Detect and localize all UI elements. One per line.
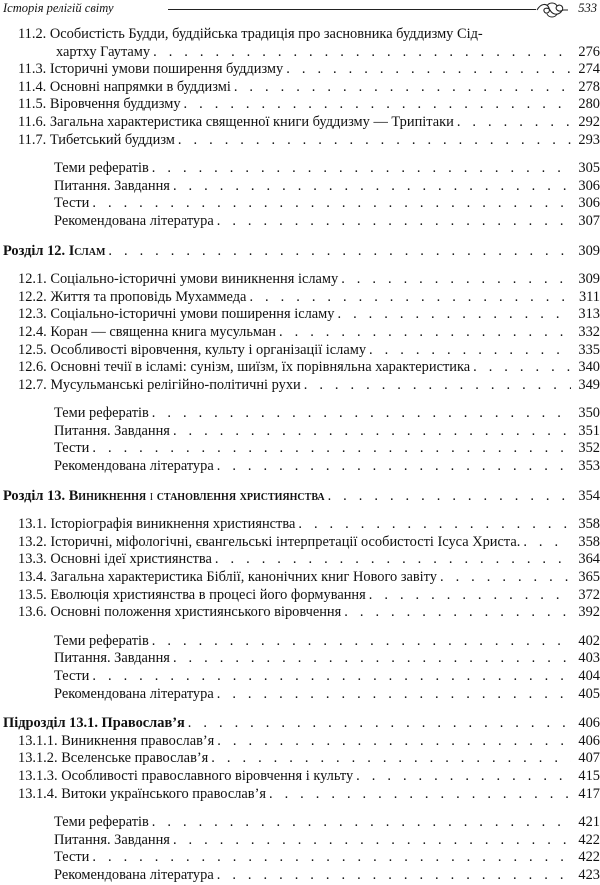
chapter-name-part3: становлення християнства [156,487,325,504]
toc-entry-title [18,79,231,97]
toc-entry-title [18,96,181,114]
toc-entry-text: Питання. Завдання [54,422,170,439]
running-title: Історія релігій світу [3,1,114,15]
toc-entry-text: Вселенське православ’я [61,750,209,767]
toc-entry [0,96,600,114]
toc-entry-text: Теми рефератів [54,814,149,831]
toc-entry-title [18,534,520,552]
leader-dots [188,715,571,733]
toc-page: 274 [578,61,600,78]
toc-entry-title [54,849,89,867]
leader-dots [217,458,571,476]
toc-entry-title [18,289,246,307]
toc-entry-text: Теми рефератів [54,160,149,177]
toc-entry [0,867,600,885]
toc-entry-title [18,786,266,804]
toc-entry-text: Питання. Завдання [54,650,170,667]
toc-entry-title [54,633,149,651]
leader-dots [211,750,571,768]
toc-entry-text: Рекомендована література [54,458,214,475]
toc-page: 353 [578,458,600,475]
toc-entry [0,377,600,395]
toc-entry-number: 13.1.3. [18,767,58,784]
subchapter-label: Підрозділ 13.1. Православ’я [3,715,185,732]
leader-dots [173,832,571,850]
toc-entry-text: Основні ідеї християнства [50,551,212,568]
toc-entry [0,213,600,231]
toc-page: 354 [578,487,600,504]
leader-dots [215,551,571,569]
toc-page: 404 [578,668,600,684]
toc-entry-number: 12.7. [18,376,47,393]
toc-page: 406 [578,732,600,749]
toc-entry-title [54,423,170,441]
toc-entry [0,458,600,476]
toc-entry [0,79,600,97]
subchapter-heading [0,715,600,733]
toc-entry [0,306,600,324]
toc-entry-title [54,405,149,423]
leader-dots [286,61,571,79]
toc-entry-number: 11.6. [18,113,47,130]
chapter-label: Розділ 13. [3,487,66,504]
toc-entry-text: Теми рефератів [54,405,149,422]
toc-page: 415 [578,767,600,784]
toc-entry-number: 12.1. [18,271,47,288]
leader-dots [152,160,571,178]
chapter-name-part1: Виникнення [68,487,147,504]
chapter-name-part2: і [149,487,154,504]
toc-entry [0,587,600,605]
toc-entry-title [54,160,149,178]
toc-entry-number: 13.2. [18,533,47,550]
leader-dots [92,849,571,867]
toc-entry [0,768,600,786]
toc-entry [0,405,600,423]
leader-dots [217,213,571,231]
toc-entry [0,342,600,360]
chapter-name: Іслам [68,242,106,259]
toc-entry-text: Коран — священна книга мусульман [50,323,276,340]
toc-entry-number: 12.6. [18,359,47,376]
toc-entry-wrapped [0,26,600,61]
toc-entry-title [18,750,208,768]
toc-entry-title [18,587,366,605]
table-of-contents [0,26,600,885]
toc-entry-text: Особливості віровчення, культу і організації ісламу [50,341,367,358]
toc-entry [0,289,600,307]
toc-page: 417 [578,785,600,802]
leader-dots [92,195,571,213]
toc-entry-number: 12.4. [18,323,47,340]
leader-dots [304,377,571,395]
toc-entry [0,733,600,751]
toc-entry-text: Тести [54,849,90,866]
toc-entry-title [18,768,353,786]
leader-dots [234,79,571,97]
toc-entry-text: Тести [54,440,90,457]
toc-entry [0,61,600,79]
toc-entry-title [18,324,276,342]
toc-entry [0,534,600,552]
leader-dots [356,768,571,786]
toc-page: 422 [578,831,600,848]
toc-page: 402 [578,632,600,649]
toc-entry [0,114,600,132]
toc-entry-number: 13.1.2. [18,750,58,767]
toc-page: 423 [578,866,600,883]
toc-entry-text: Історичні умови поширення буддизму [49,61,284,78]
leader-dots [152,633,571,651]
leader-dots [173,178,571,196]
toc-entry-title [54,832,170,850]
toc-entry-number: 13.1.4. [18,785,58,802]
toc-entry [0,271,600,289]
leader-dots [217,733,571,751]
toc-entry-number: 11.5. [18,96,47,113]
toc-page: 293 [578,131,600,148]
toc-page: 335 [578,341,600,358]
leader-dots [369,342,571,360]
toc-entry-title [54,650,170,668]
toc-page: 305 [578,160,600,177]
toc-entry-text: Теми рефератів [54,632,149,649]
toc-page: 313 [578,306,600,323]
leader-dots [173,423,571,441]
leader-dots [108,243,571,261]
toc-entry [0,132,600,150]
toc-entry [0,849,600,867]
toc-page: 278 [578,78,600,95]
toc-page: 364 [578,551,600,568]
toc-page: 350 [578,405,600,422]
toc-entry-text: Мусульманські релігійно-політичні рухи [50,376,301,393]
toc-entry-title [18,342,366,360]
toc-entry-text: Рекомендована література [54,212,214,229]
toc-entry-title [54,867,214,885]
toc-page: 351 [578,422,600,439]
leader-dots [279,324,571,342]
leader-dots [249,289,571,307]
toc-page: 407 [578,750,600,767]
toc-page: 309 [578,242,600,259]
leader-dots [217,867,571,885]
toc-entry-text: Витоки українського православ’я [61,785,266,802]
toc-entry-title [18,733,214,751]
leader-dots [178,132,571,150]
toc-entry [0,686,600,704]
toc-entry-text: Рекомендована література [54,866,214,883]
toc-page: 392 [578,604,600,621]
toc-entry-number: 13.3. [18,551,47,568]
toc-page: 422 [578,849,600,866]
toc-entry-title [18,604,341,622]
leader-dots [341,271,571,289]
leader-dots [328,488,571,506]
toc-entry-title [18,114,454,132]
header-rule [168,9,536,10]
toc-entry-title [18,61,283,79]
leader-dots [369,587,571,605]
toc-entry-number: 13.4. [18,569,47,586]
toc-entry-title [18,551,212,569]
toc-entry-number: 13.5. [18,586,47,603]
toc-entry-text: Загальна характеристика священної книги буддизму — Трипітаки [49,113,454,130]
toc-entry-text: Тести [54,195,90,212]
toc-page: 306 [578,177,600,194]
toc-entry-title [18,569,437,587]
leader-dots [337,306,571,324]
leader-dots [184,96,571,114]
toc-entry-text: Основні напрямки в буддизмі [49,78,231,95]
toc-entry-text: Віровчення буддизму [49,96,181,113]
toc-entry-text: Виникнення православ’я [61,732,215,749]
toc-page: 307 [578,212,600,229]
toc-entry [0,569,600,587]
toc-entry-title [54,814,149,832]
leader-dots [298,516,571,534]
toc-entry-text: Тести [54,668,90,684]
toc-entry-text: Історичні, міфологічні, євангельські інтерпретації особистості Ісуса Христа. [50,533,521,550]
toc-entry-title [18,516,295,534]
toc-page: 406 [578,715,600,732]
toc-page: 405 [578,685,600,702]
toc-page: 372 [578,586,600,603]
leader-dots [153,44,571,62]
toc-entry [0,195,600,213]
toc-page: 276 [578,43,600,60]
toc-entry-title [54,178,170,196]
chapter-12-heading [0,243,600,261]
leader-dots [92,440,571,458]
toc-entry [0,440,600,458]
chapter-13-heading [0,488,600,506]
toc-entry-title [18,271,338,289]
toc-entry-text: Особливості православного віровчення і культу [61,767,354,784]
toc-entry-title [54,686,214,704]
toc-entry-text: Соціально-історичні умови поширення ісламу [50,306,335,323]
toc-entry [0,786,600,804]
toc-entry-title [18,359,470,377]
toc-entry-title [54,440,89,458]
toc-entry-title [54,213,214,231]
toc-page: 358 [578,516,600,533]
toc-entry-number: 12.2. [18,288,47,305]
leader-dots [152,814,571,832]
leader-dots [269,786,571,804]
toc-page: 306 [578,195,600,212]
toc-entry-title [54,458,214,476]
toc-page: 309 [578,271,600,288]
leader-dots [457,114,571,132]
running-header [0,0,600,22]
toc-entry [0,423,600,441]
toc-entry [0,650,600,668]
toc-entry-text: Рекомендована література [54,685,214,702]
toc-entry-number: 13.1. [18,516,47,533]
toc-page: 358 [578,533,600,550]
leader-dots [173,650,571,668]
toc-entry [0,633,600,651]
toc-entry-number: 11.4. [18,78,47,95]
toc-entry-number: 13.6. [18,604,47,621]
toc-page: 349 [578,376,600,393]
toc-entry-text: Питання. Завдання [54,177,170,194]
toc-entry-text: Соціально-історичні умови виникнення ісламу [50,271,339,288]
toc-page: 365 [578,569,600,586]
toc-entry-title [18,377,301,395]
toc-entry-line2: хартху Гаутаму [56,43,151,60]
toc-entry-title [18,306,334,324]
toc-entry-number: 11.7. [18,131,47,148]
toc-entry-number: 12.5. [18,341,47,358]
toc-entry-text: Основні течії в ісламі: сунізм, шиїзм, їх порівняльна характеристика [50,359,471,376]
toc-entry-number: 12.3. [18,306,47,323]
toc-entry [0,516,600,534]
toc-entry-number: 11.3. [18,61,47,78]
toc-entry-text: Життя та проповідь Мухаммеда [50,288,247,305]
toc-entry [0,814,600,832]
toc-entry [0,668,600,686]
toc-page: 311 [578,288,600,305]
toc-entry-text: Питання. Завдання [54,831,170,848]
toc-entry [0,160,600,178]
toc-entry-text: Загальна характеристика Біблії, канонічних книг Нового завіту [50,569,437,586]
toc-entry [0,750,600,768]
leader-dots [473,359,571,377]
toc-page: 352 [578,440,600,457]
leader-dots [92,668,571,686]
toc-entry [0,604,600,622]
toc-page: 421 [578,814,600,831]
toc-page: 332 [578,323,600,340]
toc-entry [0,359,600,377]
toc-entry-line1: 11.2. Особистість Будди, буддійська традиція про засновника буддизму Сід- [18,26,483,42]
leader-dots [152,405,571,423]
toc-entry [0,178,600,196]
toc-entry-title [54,195,89,213]
toc-entry-text: Історіографія виникнення християнства [50,516,296,533]
toc-entry-text: Тибетський буддизм [49,131,175,148]
toc-page: 340 [578,359,600,376]
toc-page: 403 [578,650,600,667]
page-number: 533 [578,1,597,15]
toc-entry [0,324,600,342]
toc-entry-text: Основні положення християнського віровчення [50,604,342,621]
leader-dots [217,686,571,704]
leader-dots [344,604,571,622]
leader-dots [523,534,571,552]
toc-page: 292 [578,113,600,130]
chapter-label: Розділ 12. [3,242,66,259]
toc-page: 280 [578,96,600,113]
toc-entry-text: Еволюція християнства в процесі його формування [50,586,366,603]
toc-entry [0,832,600,850]
toc-entry-number: 13.1.1. [18,732,58,749]
toc-entry-title [54,668,89,686]
ornament-icon [535,0,569,20]
toc-entry [0,551,600,569]
leader-dots [440,569,571,587]
toc-entry-title [18,132,175,150]
